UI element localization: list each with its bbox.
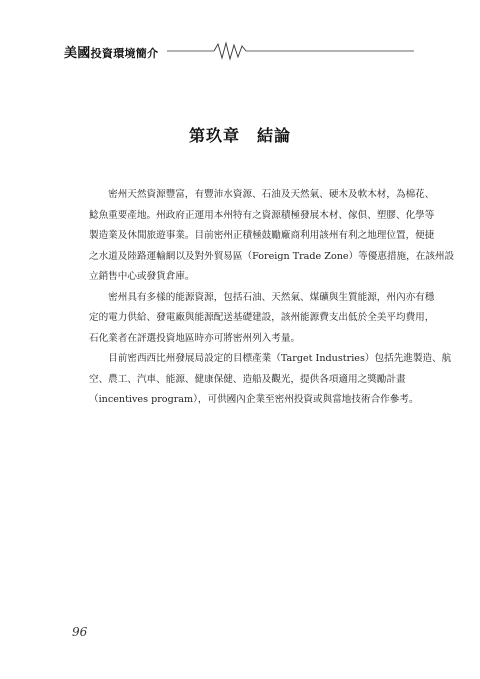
paragraph-target-industries	[89, 349, 452, 411]
body-text	[89, 185, 455, 411]
text-line: 空、農工、汽車、能源、健康保健、造船及觀光，提供各項適用之獎勵計畫	[89, 373, 406, 385]
page-number: 96	[72, 625, 88, 639]
text-line: 石化業者在評選投資地區時亦可將密州列入考量。	[89, 332, 301, 344]
text-line: 密州天然資源豐富，有豐沛水資源、石油及天然氣、硬木及軟木材，為棉花、	[89, 189, 435, 200]
text-line: 密州具有多樣的能源資源，包括石油、天然氣、煤礦與生質能源，州內亦有穩	[89, 291, 435, 303]
text-line: 製造業及休閒旅遊事業。目前密州正積極鼓勵廠商利用該州有利之地理位置，便捷	[89, 230, 435, 241]
paragraph-energy-resources	[89, 288, 435, 350]
text-line: 鯰魚重要產地。州政府正運用本州特有之資源積極發展木材、傢俱、塑膠、化學等	[89, 209, 435, 221]
running-header-title: 美國投資環境簡介	[64, 46, 159, 61]
text-line: 定的電力供給、發電廠與能源配送基礎建設，該州能源費支出低於全美平均費用，	[89, 312, 435, 323]
text-line: （incentives program），可供國內企業至密州投資或與當地技術合作參考。	[89, 394, 419, 405]
paragraph-natural-resources	[89, 185, 455, 288]
text-line: 立銷售中心或發貨倉庫。	[89, 271, 195, 282]
running-header	[64, 40, 414, 62]
text-line: 目前密西西比州發展局設定的目標產業（Target Industries）包括先進製造、航	[89, 353, 452, 364]
text-line: 之水道及陸路運輸網以及對外貿易區（Foreign Trade Zone）等優惠措施，在該州設	[89, 250, 455, 262]
chapter-title: 第玖章 結論	[188, 126, 291, 145]
